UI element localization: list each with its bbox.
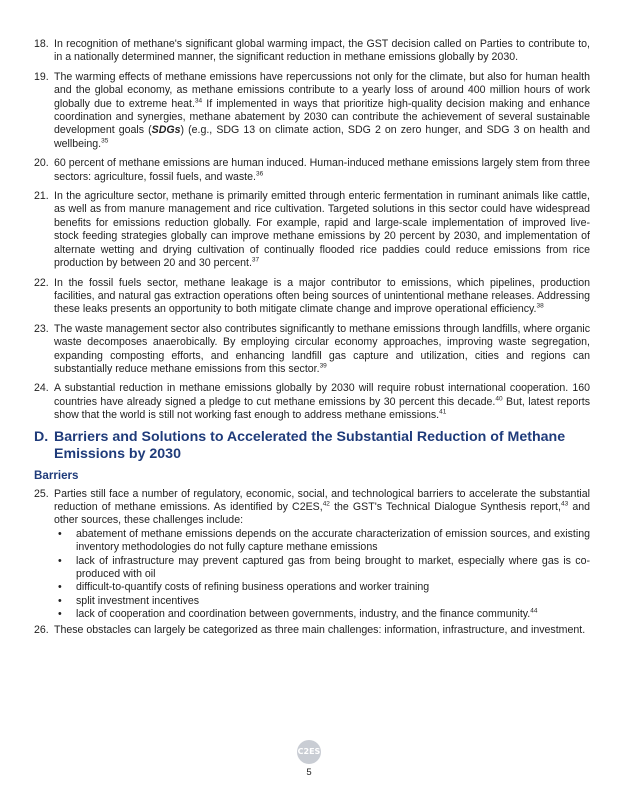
paragraph-24 [34,382,590,422]
paragraph-number: 24. [34,382,49,395]
bullet-item: • difficult-to-quantify costs of refining business operations and worker training [54,581,590,594]
paragraph-text: 60 percent of methane emissions are human induced. Human-induced methane emissions largely stem from three sectors: agriculture, fossil fuels, and waste.$^{36}$ [54,157,590,183]
paragraph-text: Parties still face a number of regulatory, economic, social, and technological barriers to accelerate the substantial reduction of methane emissions. As identified by C2ES,$^{42}$ the GST's Technical Dialogue Synthesis report,$^{43}$ and other sources, these challenges include: [54,487,591,527]
paragraph-text: The warming effects of methane emissions have repercussions not only for the climate, but also for human health and the global economy, as methane emissions contribute to a yearly loss of around 400 million hours of work globally due to extreme heat.$^{34}$ If implemented in ways that prioritize high-quality decision making and enhance coordination and synergies, methane abatement by 2030 can contribute the achievement of several sustainable development goals (SDGs) (e.g., SDG 13 on climate action, SDG 2 on zero hunger, and SDG 3 on health and wellbeing.$^{35}$ [54,70,590,150]
paragraph-number: 23. [34,322,49,335]
paragraph-20 [34,157,590,184]
bullet-item: • lack of infrastructure may prevent captured gas from being brought to market, especially where gas is co-produced with oil [54,555,590,582]
footnote-ref[interactable]: 34 [194,97,203,105]
footnote-ref[interactable]: 40 [495,395,503,403]
section-title: Barriers and Solutions to Accelerated the Substantial Reduction of Methane Emissions by 2030 [54,428,566,462]
paragraph-text: In the agriculture sector, methane is primarily emitted through enteric fermentation in ruminant animals like cattle, as well as from manure management and rice cultivation. Targeted solutions in this sector could have widespread benefits for emissions reduction globally. For example, rapid and large-scale implementation of improved live-stock feeding strategies globally can improve methane emissions by 20 percent by 2030, and implementation of alternate wetting and drying cultivation of continually flooded rice paddies could reduce emissions from rice production by between 20 and 30 percent.$^{37}$ [54,190,590,270]
paragraph-number: 21. [34,190,49,203]
subheading: Barriers [34,468,79,482]
paragraph-text: In recognition of methane's significant global warming impact, the GST decision called on Parties to contribute to, in a nationally determined manner, the significant reduction in methane emissions globally by 2030. [54,38,590,64]
footnote-ref[interactable]: 38 [536,302,544,310]
bullet-icon: • [58,608,62,621]
footnote-ref[interactable]: 41 [439,408,447,416]
paragraph-number: 18. [34,38,49,50]
paragraph-19 [34,71,590,151]
footnote-ref[interactable]: 36 [255,170,264,178]
page-number: 5 [306,767,312,778]
paragraph-23 [34,323,590,377]
paragraph-26 [34,624,590,637]
paragraph-22 [34,277,590,317]
footnote-ref[interactable]: 35 [101,137,109,145]
bullet-icon: • [58,581,62,594]
paragraph-18 [34,38,590,65]
section-letter: D. [34,428,49,445]
bullet-list [54,528,590,622]
paragraph-list [34,38,590,423]
paragraph-number: 20. [34,157,49,170]
paragraph-text: In the fossil fuels sector, methane leakage is a major contributor to emissions, which pipelines, production facilities, and natural gas extraction operations often being sources of unintentional methane releases. Addressing these leaks presents an opportunity to both mitigate climate change and improve operational efficiency.$^{38}$ [54,276,590,316]
footnote-ref[interactable]: 43 [560,500,569,508]
bullet-item: • lack of cooperation and coordination between governments, industry, and the finance community.$^{44}$ [54,608,590,621]
paragraph-number: 26. [34,623,49,636]
paragraph-21 [34,190,590,270]
bullet-icon: • [58,594,62,607]
sdg-term: SDGs [151,124,181,137]
page-footer [0,740,618,778]
bullet-item: • split investment incentives [54,595,590,608]
footnote-ref[interactable]: 37 [251,256,260,264]
section-heading [34,429,590,463]
paragraph-25 [34,488,590,622]
paragraph-text: These obstacles can largely be categorized as three main challenges: information, infrastructure, and investment. [54,623,586,636]
c2es-logo-icon: C2ES [297,740,321,764]
paragraph-text: A substantial reduction in methane emissions globally by 2030 will require robust international cooperation. 160 countries have already signed a pledge to cut methane emissions by 30 percent this decade.$^{40}$ But, latest reports show that the world is still not working fast enough to address methane emissions.$^{41}$ [54,382,590,422]
paragraph-text: The waste management sector also contributes significantly to methane emissions through landfills, where organic waste decomposes anaerobically. By employing circular economy approaches, improving waste segregation, expanding composting efforts, and enhancing landfill gas capture and utilization, cities and regions can substantially reduce methane emissions from this sector.$^{39}$ [54,322,590,375]
paragraph-number: 25. [34,487,49,500]
bullet-icon: • [58,554,62,567]
document-page [34,38,590,643]
paragraph-number: 22. [34,276,49,289]
bullet-icon: • [58,527,62,540]
footnote-ref[interactable]: 39 [319,362,327,370]
bullet-item: • abatement of methane emissions depends on the accurate characterization of emission sources, and existing inventory methodologies do not fully capture methane emissions [54,528,590,555]
footnote-ref[interactable]: 42 [322,500,330,508]
footnote-ref[interactable]: 44 [530,607,538,615]
paragraph-body [54,488,590,622]
paragraph-number: 19. [34,70,49,83]
